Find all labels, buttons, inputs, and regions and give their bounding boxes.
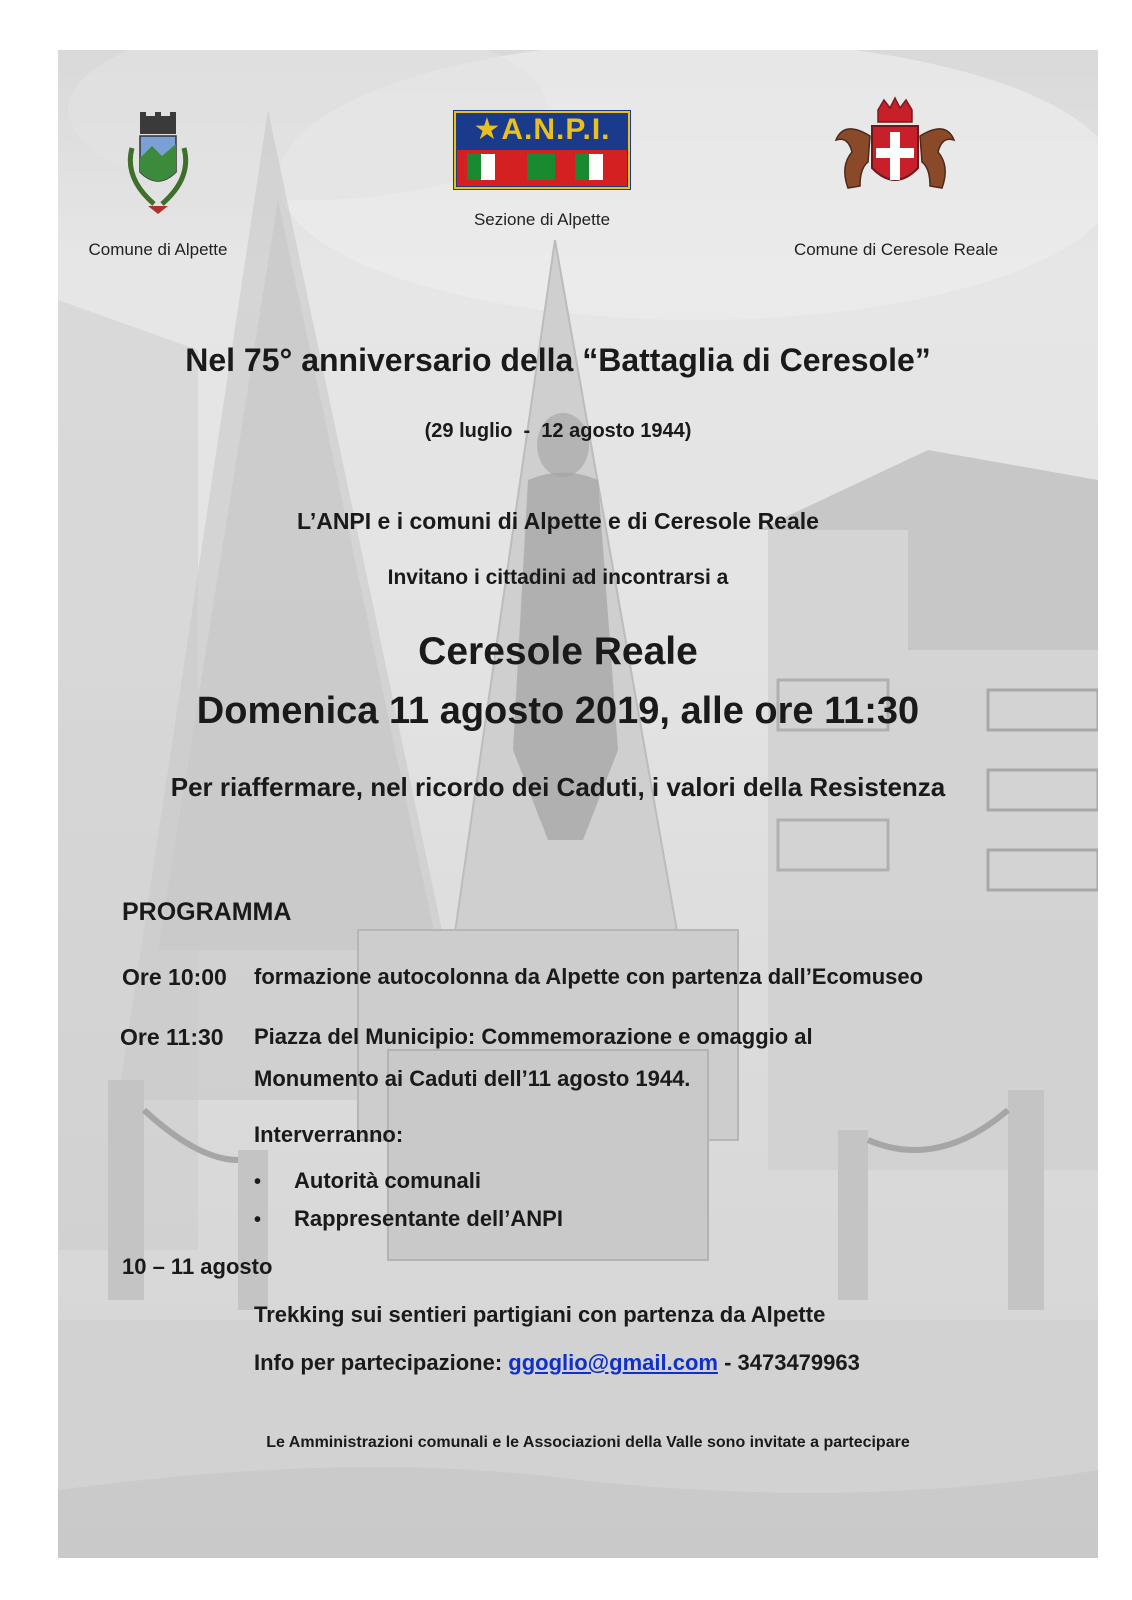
anpi-logo-text: ★A.N.P.I. <box>473 113 611 146</box>
ceresole-crest-icon <box>830 96 960 208</box>
ceresole-logo <box>830 96 960 208</box>
invite-line-2: Invitano i cittadini ad incontrarsi a <box>387 566 729 589</box>
info-label: Info per partecipazione: <box>254 1350 509 1375</box>
program-item-text-line1: Piazza del Municipio: Commemorazione e omaggio al <box>254 1024 813 1049</box>
speaker-item <box>254 1168 481 1194</box>
invite-line-1: L’ANPI e i comuni di Alpette e di Ceresole Reale <box>297 508 819 534</box>
event-datetime: Domenica 11 agosto 2019, alle ore 11:30 <box>196 690 920 732</box>
program-item-text: formazione autocolonna da Alpette con partenza dall’Ecomuseo <box>254 964 924 989</box>
email-link[interactable]: ggoglio@gmail.com <box>508 1350 718 1375</box>
alpette-crest-icon <box>118 108 198 228</box>
speaker-name: Rappresentante dell’ANPI <box>294 1206 563 1231</box>
trek-dates: 10 – 11 agosto <box>122 1254 273 1279</box>
headline: Nel 75° anniversario della “Battaglia di Ceresole” <box>185 342 931 378</box>
program-item-time: Ore 11:30 <box>120 1024 224 1050</box>
event-place: Ceresole Reale <box>418 630 698 673</box>
poster <box>58 50 1098 1558</box>
bullet-icon: • <box>254 1209 262 1231</box>
speaker-name: Autorità comunali <box>294 1168 482 1193</box>
ceresole-caption: Comune di Ceresole Reale <box>793 240 999 259</box>
trek-text: Trekking sui sentieri partigiani con partenza da Alpette <box>254 1302 826 1327</box>
program-item-text-line2: Monumento ai Caduti dell’11 agosto 1944. <box>254 1066 691 1091</box>
footer-note: Le Amministrazioni comunali e le Associazioni della Valle sono invitate a partecipare <box>266 1434 910 1451</box>
info-phone: - 3473479963 <box>717 1350 860 1375</box>
speaker-item <box>254 1206 563 1232</box>
alpette-caption: Comune di Alpette <box>88 240 228 259</box>
alpette-logo <box>118 108 198 228</box>
bullet-icon: • <box>254 1171 262 1193</box>
monument-photo-background <box>58 50 1098 1558</box>
info-line <box>254 1350 860 1376</box>
event-purpose: Per riaffermare, nel ricordo dei Caduti, i valori della Resistenza <box>170 772 946 802</box>
programma-title: PROGRAMMA <box>122 898 292 926</box>
program-item-time: Ore 10:00 <box>122 964 227 990</box>
dates: (29 luglio - 12 agosto 1944) <box>424 420 692 442</box>
anpi-caption: Sezione di Alpette <box>473 210 611 229</box>
speakers-label: Interverranno: <box>254 1122 404 1147</box>
anpi-logo <box>453 110 631 190</box>
